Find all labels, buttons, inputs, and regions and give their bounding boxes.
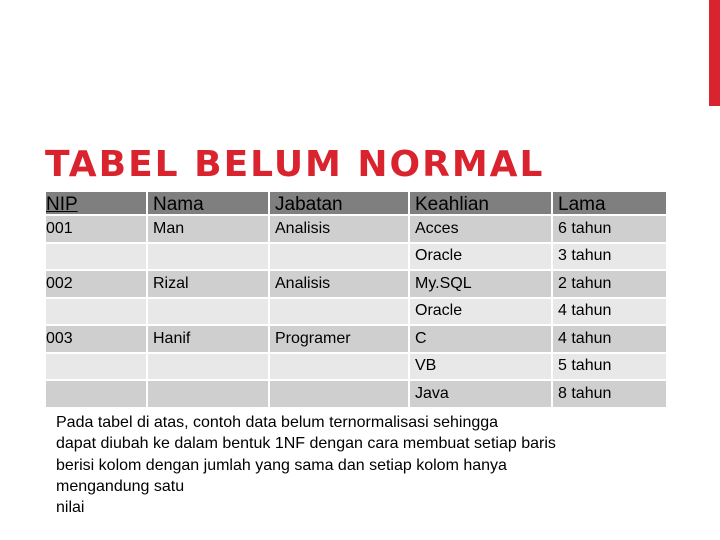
accent-bar [709,0,720,106]
caption-line: berisi kolom dengan jumlah yang sama dan setiap kolom hanya [56,456,507,474]
header-nip: NIP [46,192,148,216]
table-row [46,271,666,299]
cell-lama: 3 tahun [553,244,666,272]
cell-nip: 002 [46,271,148,299]
cell-nama: Man [148,216,270,244]
cell-jabatan [270,354,410,382]
table-row [46,381,666,409]
cell-jabatan [270,244,410,272]
slide-title: TABEL BELUM NORMAL [45,144,545,185]
table-row [46,299,666,327]
data-table [46,192,666,409]
header-keahlian: Keahlian [410,192,553,216]
cell-keahlian: Acces [410,216,553,244]
cell-keahlian: Java [410,381,553,409]
caption-line: mengandung satu [56,477,185,495]
cell-jabatan: Programer [270,326,410,354]
table-row [46,244,666,272]
cell-keahlian: C [410,326,553,354]
cell-nama: Hanif [148,326,270,354]
cell-lama: 2 tahun [553,271,666,299]
table-header-row [46,192,666,216]
cell-nip: 003 [46,326,148,354]
caption-line: Pada tabel di atas, contoh data belum ternormalisasi sehingga [56,414,499,431]
caption-line: dapat diubah ke dalam bentuk 1NF dengan cara membuat setiap baris [56,435,556,453]
cell-jabatan: Analisis [270,271,410,299]
cell-nama [148,244,270,272]
cell-jabatan [270,381,410,409]
cell-nama: Rizal [148,271,270,299]
cell-keahlian: Oracle [410,299,553,327]
cell-nip [46,299,148,327]
cell-nip [46,354,148,382]
caption-line: nilai [56,499,85,517]
cell-keahlian: My.SQL [410,271,553,299]
cell-keahlian: Oracle [410,244,553,272]
cell-nip [46,381,148,409]
cell-jabatan [270,299,410,327]
header-jabatan: Jabatan [270,192,410,216]
cell-keahlian: VB [410,354,553,382]
cell-lama: 8 tahun [553,381,666,409]
cell-jabatan: Analisis [270,216,410,244]
cell-nama [148,354,270,382]
cell-lama: 5 tahun [553,354,666,382]
cell-nama [148,381,270,409]
header-nama: Nama [148,192,270,216]
caption-text [56,412,676,518]
table-row [46,354,666,382]
cell-lama: 6 tahun [553,216,666,244]
cell-lama: 4 tahun [553,299,666,327]
cell-nama [148,299,270,327]
cell-nip [46,244,148,272]
header-lama: Lama [553,192,666,216]
cell-nip: 001 [46,216,148,244]
table-row [46,216,666,244]
table-row [46,326,666,354]
cell-lama: 4 tahun [553,326,666,354]
